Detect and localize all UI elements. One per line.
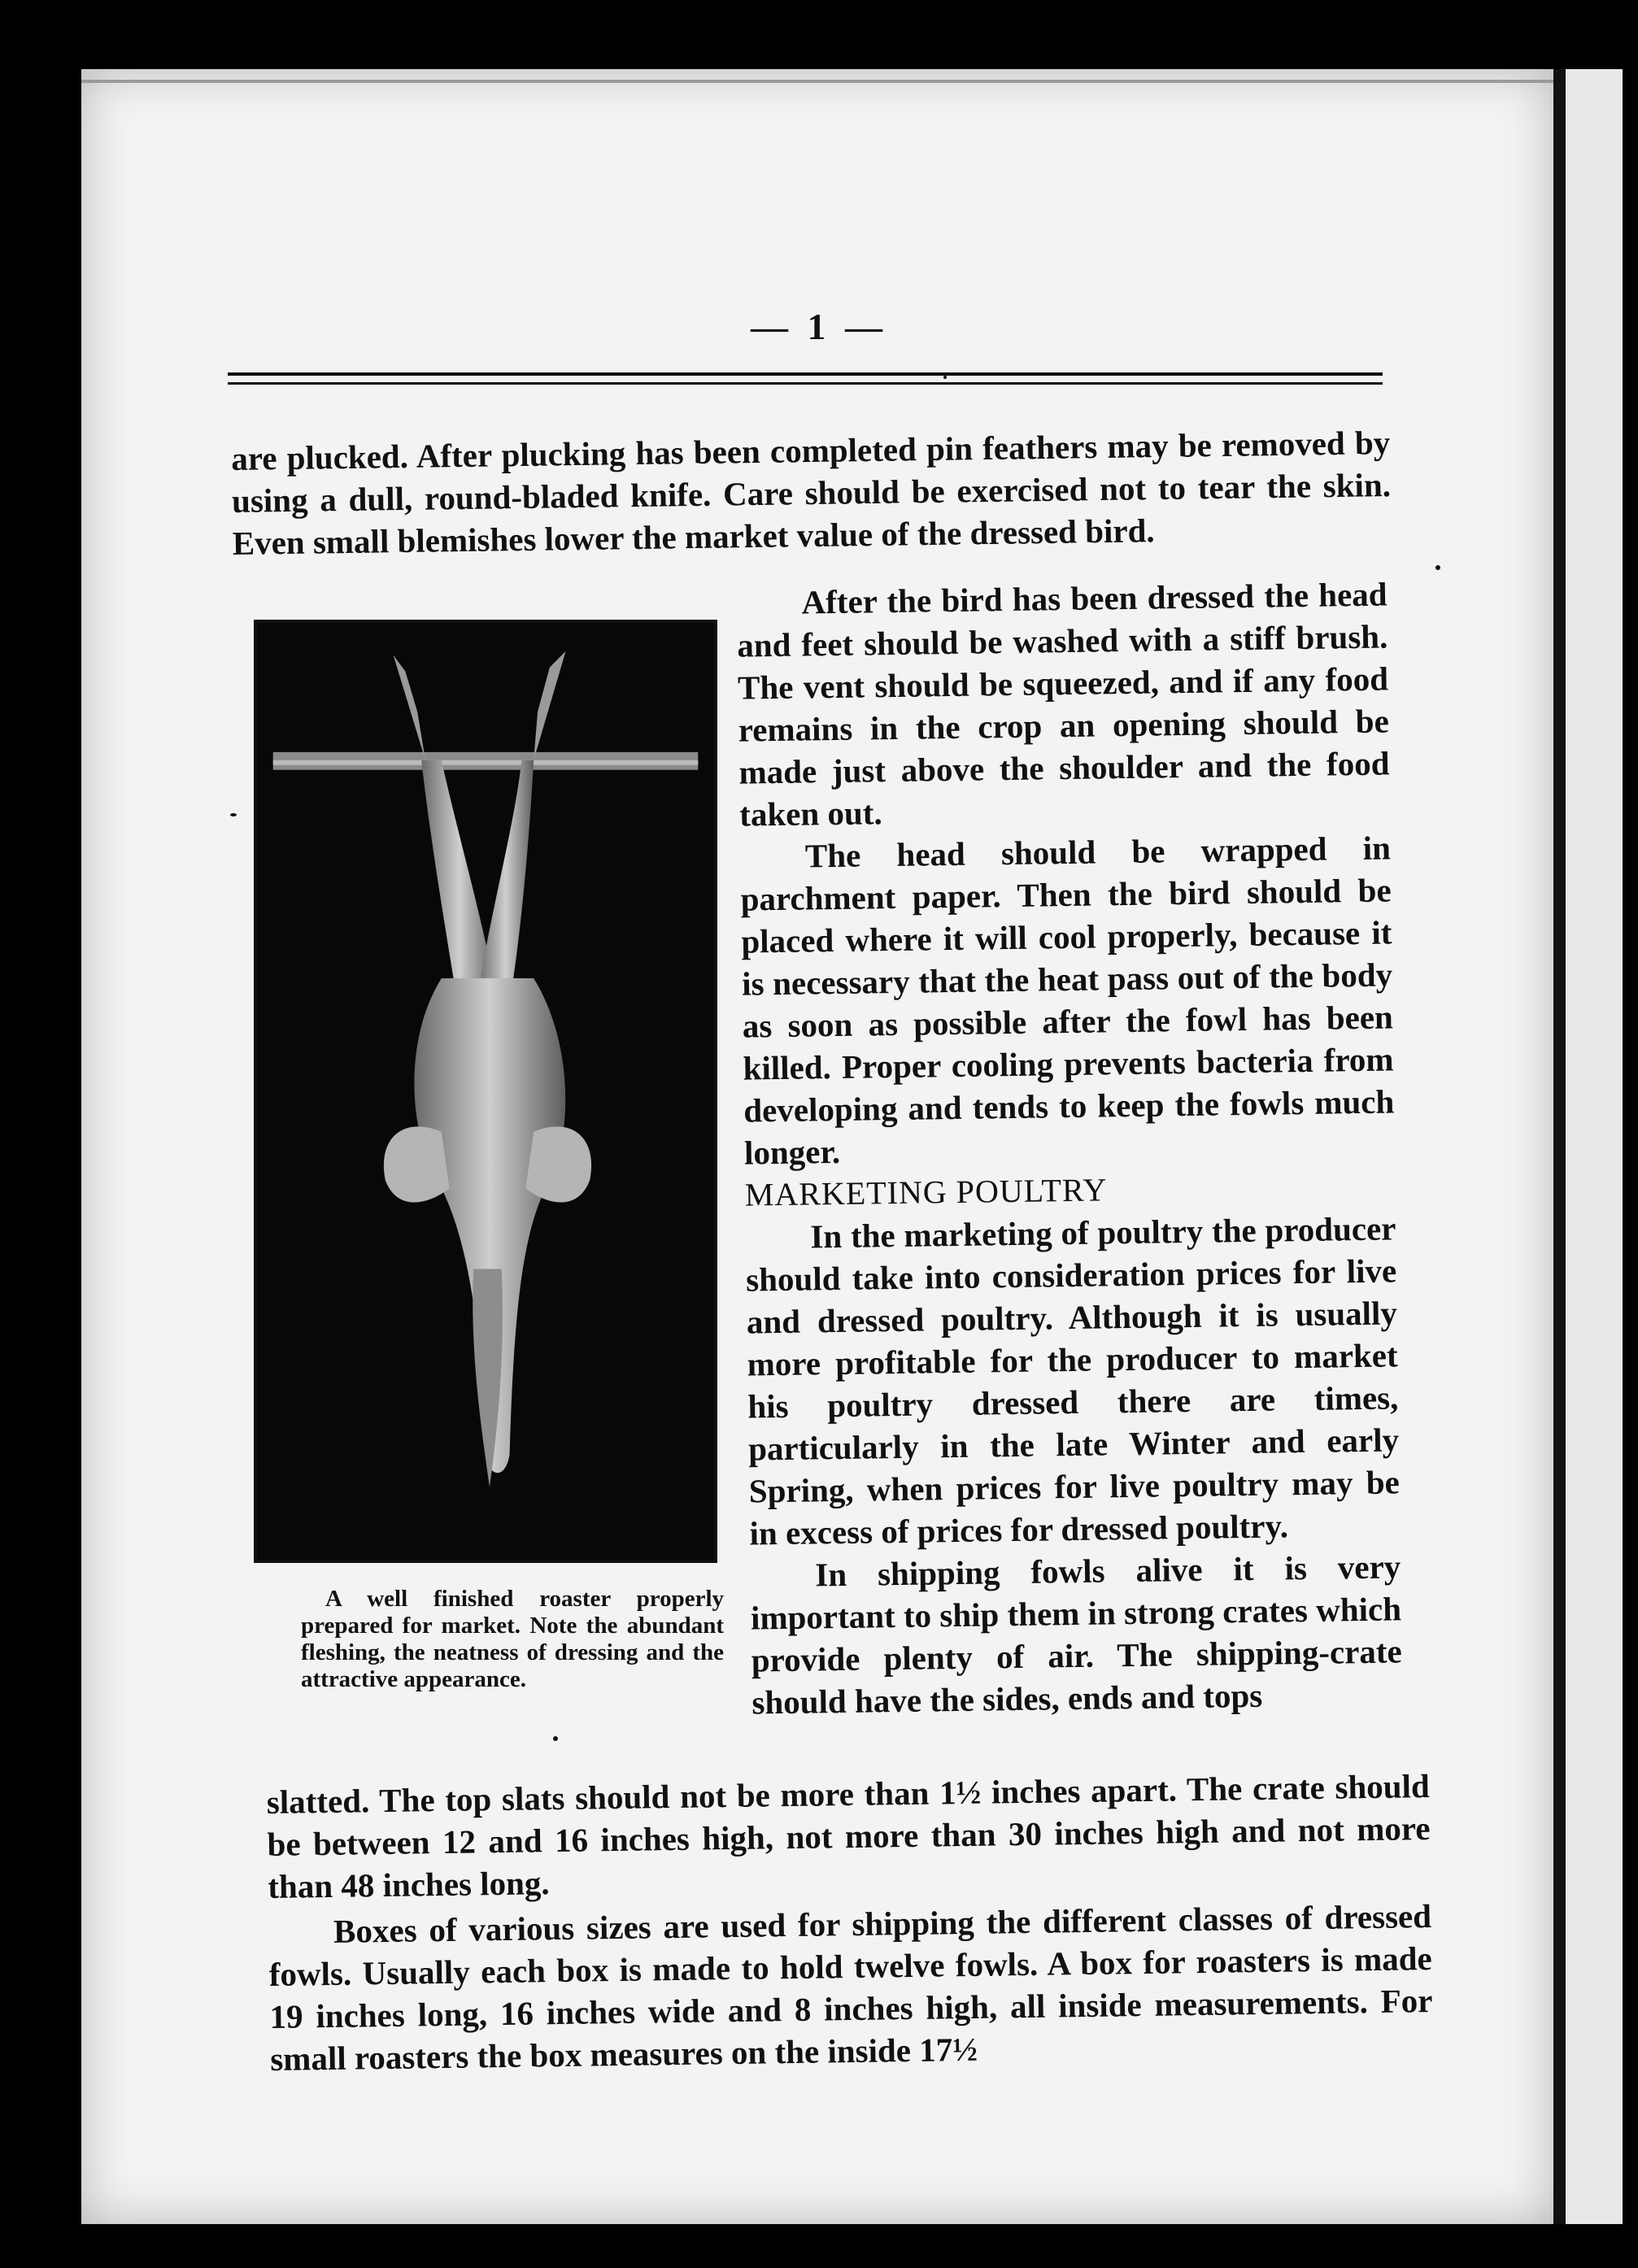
paragraph: In shipping fowls alive it is very important to ship them in strong crates which provide plenty of air. The shipping-crate should have the sides, ends and tops xyxy=(750,1548,1402,1722)
scan-speck xyxy=(553,1736,558,1741)
paragraph: Boxes of various sizes are used for shipping the different classes of dressed fowls. Usually each box is made to hold twelve fowls. A box for roasters is made 19 inches long, 16 inches wide and 8 inches high, all inside measurements. For small roasters the box measures on the inside 17½ xyxy=(268,1897,1433,2078)
page-number: — 1 — xyxy=(751,306,887,347)
figure-caption xyxy=(301,1586,724,1693)
paragraph: The head should be wrapped in parchment paper. Then the bird should be placed where it will cool properly, because it is necessary that the heat pass out of the body as soon as possible after the fowl has been killed. Proper cooling prevents bacteria from developing and tends to keep the fowls much longer. xyxy=(740,829,1395,1172)
caption-text: A well finished roaster properly prepared for market. Note the abundant fleshing, the neatness of dressing and the attractive appearance. xyxy=(301,1586,724,1692)
sheet-edge xyxy=(81,80,1553,83)
header-rule-secondary xyxy=(228,382,1383,385)
scan-speck xyxy=(943,376,947,379)
paragraph: After the bird has been dressed the head and feet should be washed with a stiff brush. The vent should be squeezed, and if any food remains in the crop an opening should be made just above the shoulder and the food taken out. xyxy=(737,575,1390,834)
paragraph: are plucked. After plucking has been completed pin feathers may be removed by using a dull, round-bladed knife. Care should be exercised not to tear the skin. Even small blemishes lower the market value of the dressed bird. xyxy=(231,424,1392,562)
dressed-fowl-illustration xyxy=(257,623,714,1560)
paragraph: slatted. The top slats should not be more than 1½ inches apart. The crate should be between 12 and 16 inches high, not more than 30 inches high and not more than 48 inches long. xyxy=(266,1767,1431,1905)
section-heading: MARKETING POULTRY xyxy=(744,1171,1108,1213)
header-rule xyxy=(228,372,1383,376)
figure-photo xyxy=(254,620,717,1563)
scan-speck xyxy=(230,813,237,816)
right-column xyxy=(736,572,1403,1723)
top-paragraph-block xyxy=(231,421,1392,564)
scan-speck xyxy=(1435,565,1440,570)
bottom-paragraph-block xyxy=(267,1765,1434,2080)
paragraph: In the marketing of poultry the producer should take into consideration prices for live and dressed poultry. Although it is usually more profitable for the producer to market his poultry dressed there are times, particularly in the late Winter and early Spring, when prices for live poultry may be in excess of prices for dressed poultry. xyxy=(745,1209,1401,1552)
binding-gutter xyxy=(1553,69,1566,2224)
adjacent-page-edge xyxy=(1566,69,1623,2224)
